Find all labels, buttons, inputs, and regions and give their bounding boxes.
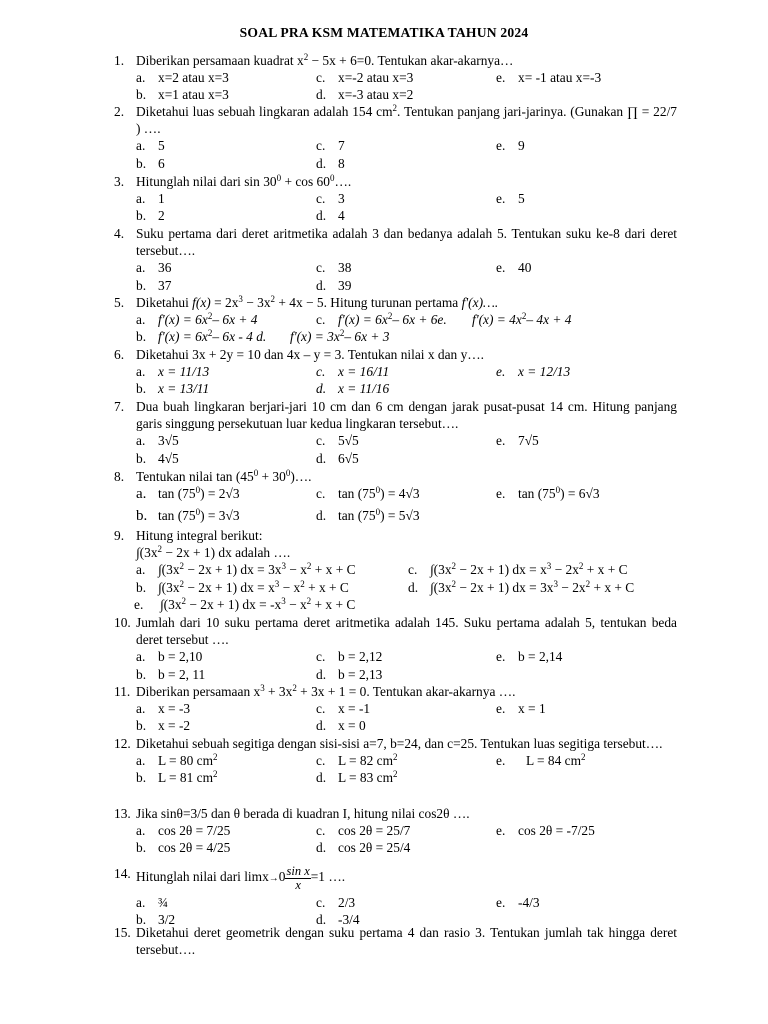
question-8 — [114, 468, 677, 529]
option-d: d. x = 11/16 — [316, 381, 390, 397]
option-e: e. $\int(3x^2 - 2x + 1)$ dx = $-x^3 - x^2 + x + C$ — [134, 595, 356, 612]
option-b: b. L = 81 $cm^2$ — [136, 769, 218, 786]
option-e: $f'(x) = 4x^2-$ 4x + 4 — [472, 311, 572, 328]
question-text: Diketahui deret geometrik dengan suku pertama 4 dan rasio 3. Tentukan jumlah tak hingga deret tersebut…. — [136, 925, 677, 958]
option-a: a. $\int(3x^2 - 2x + 1)$ dx = $3x^3 - x^2 + x + C$ — [136, 561, 356, 578]
options-row — [114, 259, 677, 276]
option-e: e. b = 2,14 — [496, 649, 563, 665]
option-d: d. -3/4 — [316, 912, 360, 928]
question-number: 2. — [114, 104, 125, 119]
option-a: a. L = 80 $cm^2$ — [136, 752, 218, 769]
option-d: d. x=-3 atau x=2 — [316, 87, 414, 103]
option-a: a. b = 2,10 — [136, 649, 203, 665]
options-row — [114, 207, 677, 224]
question-11 — [114, 683, 677, 735]
question-number: 14. — [114, 866, 131, 881]
question-9 — [114, 527, 677, 613]
option-e: e. x = 12/13 — [496, 364, 571, 380]
options-row — [114, 86, 677, 103]
option-b: b. $f'(x) = 6x^2-$ 6x - 4 d. — [136, 328, 267, 345]
options-row — [114, 380, 677, 397]
option-a: a. 1 — [136, 191, 165, 207]
option-c: c. L = 82 $cm^2$ — [316, 752, 398, 769]
option-c: c. x = -1 — [316, 701, 371, 717]
question-text: Diketahui $f(x) = 2x^3 - 3x^2 + 4x - 5$. Hitung turunan pertama f'(x)…. — [136, 294, 499, 310]
option-b: b. x=1 atau x=3 — [136, 87, 229, 103]
option-c: c. $f'(x) = 6x^2-$ 6x + 6e. — [316, 311, 447, 328]
question-text: Dua buah lingkaran berjari-jari 10 cm dan 6 cm dengan jarak pusat-pusat 14 cm. Hitung panjang garis singgung persekutuan luar kedua lingkaran tersebut…. — [136, 399, 677, 432]
option-b: b. x = -2 — [136, 718, 191, 734]
options-row — [114, 700, 677, 717]
question-text: Hitung integral berikut: — [136, 528, 263, 543]
question-5 — [114, 294, 677, 346]
question-number: 6. — [114, 347, 125, 362]
option-c: c. 5√5 — [316, 433, 359, 449]
options-row — [114, 596, 677, 613]
question-13 — [114, 805, 677, 857]
question-number: 5. — [114, 295, 125, 310]
option-c: c. 3 — [316, 191, 345, 207]
option-a: a. x=2 atau x=3 — [136, 70, 229, 86]
option-d: d. L = 83 $cm^2$ — [316, 769, 398, 786]
option-e: e. 7√5 — [496, 433, 539, 449]
question-number: 13. — [114, 806, 131, 821]
question-text: Diketahui luas sebuah lingkaran adalah 154 $cm^2$. Tentukan panjang jari-jarinya. (Gunakan ∏ = 22/7 ) …. — [136, 103, 677, 137]
option-b: b. 37 — [136, 277, 172, 293]
option-e: e. 5 — [496, 191, 525, 207]
question-number: 1. — [114, 53, 125, 68]
option-a: a. 3√5 — [136, 433, 179, 449]
question-3 — [114, 173, 677, 225]
options-row — [114, 507, 677, 529]
question-text: Diketahui sebuah segitiga dengan sisi-sisi a=7, b=24, dan c=25. Tentukan luas segitiga tersebut…. — [136, 736, 663, 751]
options-row — [114, 328, 677, 345]
option-d: d. 8 — [316, 155, 345, 171]
option-b: b. 2 — [136, 208, 165, 224]
options-row — [114, 311, 677, 328]
option-c: c. x = 16/11 — [316, 364, 390, 380]
options-row — [114, 561, 677, 578]
question-15 — [114, 924, 677, 958]
option-a: a. 36 — [136, 260, 172, 276]
options-row — [114, 822, 677, 839]
option-b: b. x = 13/11 — [136, 381, 210, 397]
option-b: b. 4√5 — [136, 450, 179, 466]
options-row — [114, 69, 677, 86]
options-row — [114, 666, 677, 683]
question-stem: $\int(3x^2 - 2x + 1)$ dx adalah …. — [136, 544, 291, 561]
question-1 — [114, 52, 677, 104]
option-e: e. x = 1 — [496, 701, 546, 717]
question-2 — [114, 103, 677, 172]
option-c: c. x=-2 atau x=3 — [316, 70, 414, 86]
question-number: 11. — [114, 684, 131, 699]
option-b: b. b = 2, 11 — [136, 666, 206, 682]
question-text: Hitunglah nilai dari $\sin 30^0 + \cos$ $60^0\dots$. — [136, 173, 352, 189]
question-number: 10. — [114, 615, 131, 630]
question-6 — [114, 346, 677, 398]
question-text: Diberikan persamaan kuadrat $x^2 - 5x + 6=0$. Tentukan akar-akarnya… — [136, 52, 514, 68]
option-d: d. cos 2θ = 25/4 — [316, 840, 411, 856]
question-number: 3. — [114, 174, 125, 189]
option-c: c. 2/3 — [316, 895, 356, 910]
option-b: b. 6 — [136, 155, 165, 171]
option-d: d. 4 — [316, 208, 345, 224]
options-row — [114, 839, 677, 856]
question-text: Tentukan nilai $\tan (45^0$ + $30^0)\dots$. — [136, 468, 312, 484]
option-c: c. cos 2θ = 25/7 — [316, 823, 411, 839]
question-7 — [114, 398, 677, 467]
options-row — [114, 363, 677, 380]
option-e: e. x= -1 atau x=-3 — [496, 70, 602, 86]
option-d: d. $\tan (75^0) = 5√3$ — [316, 507, 420, 524]
option-b: b. $\tan (75^0) = 3√3$ — [136, 507, 240, 525]
option-d: d. b = 2,13 — [316, 666, 383, 682]
option-c: c. 7 — [316, 138, 345, 154]
options-row — [114, 450, 677, 467]
options-row — [114, 277, 677, 294]
option-e: e. cos 2θ = -7/25 — [496, 823, 595, 839]
question-text: Diberikan persamaan $x^3 + 3x^2 + 3x + 1 = 0$. Tentukan akar-akarnya …. — [136, 683, 516, 699]
options-row — [114, 769, 677, 786]
question-number: 15. — [114, 925, 131, 940]
option-c: c. 38 — [316, 260, 352, 276]
options-row — [114, 648, 677, 665]
option-c: c. b = 2,12 — [316, 649, 383, 665]
option-a: a. $\tan (75^0) = 2√3$ — [136, 485, 240, 503]
limit-fraction: $\frac{\text{sin x}}{x}$ — [286, 864, 310, 892]
option-a: a. ¾ — [136, 895, 169, 910]
option-e: e. -4/3 — [496, 895, 540, 910]
options-row — [114, 579, 677, 596]
option-e: e. $\tan (75^0) = 6√3$ — [496, 485, 600, 502]
question-text: Suku pertama dari deret aritmetika adalah 3 dan bedanya adalah 5. Tentukan suku ke-8 dari deret tersebut…. — [136, 226, 677, 259]
option-a: a. $f'(x) = 6x^2-$ 6x + 4 — [136, 311, 258, 328]
option-d: d. 6√5 — [316, 450, 359, 466]
options-row — [114, 752, 677, 769]
options-row — [114, 894, 677, 911]
question-text: Hitunglah nilai dari limx→0 $\frac{\text{sin x}}{x}$ =1 …. — [136, 864, 346, 892]
option-b: b. cos 2θ = 4/25 — [136, 840, 231, 856]
option-d: d. $\int(3x^2 - 2x + 1)$ dx = $3x^3 - 2x^2 + x + C$ — [408, 578, 635, 595]
question-4 — [114, 225, 677, 294]
question-12 — [114, 735, 677, 787]
option-a: a. 5 — [136, 138, 165, 154]
option-e: e. L = 84 $cm^2$ — [496, 752, 586, 769]
options-row — [114, 485, 677, 507]
option-c: c. $\tan (75^0) = 4√3$ — [316, 485, 420, 502]
option-d: d. x = 0 — [316, 718, 366, 734]
options-row — [114, 190, 677, 207]
question-number: 7. — [114, 399, 125, 414]
page-title: SOAL PRA KSM MATEMATIKA TAHUN 2024 — [239, 25, 529, 40]
question-10 — [114, 614, 677, 683]
options-row — [114, 155, 677, 172]
option-e: e. 9 — [496, 138, 525, 154]
options-row — [114, 432, 677, 449]
question-text: Jumlah dari 10 suku pertama deret aritmetika adalah 145. Suku pertama adalah 5, tentukan beda deret tersebut …. — [136, 615, 677, 648]
option-b: b. $\int(3x^2 - 2x + 1)$ dx = $x^3 - x^2 + x + C$ — [136, 578, 349, 595]
option-c: c. $\int(3x^2 - 2x + 1)$ dx = $x^3 - 2x^2 + x + C$ — [408, 561, 628, 578]
option-b: b. 3/2 — [136, 912, 176, 928]
question-number: 4. — [114, 226, 125, 241]
option-e: e. 40 — [496, 260, 532, 276]
options-row — [114, 137, 677, 154]
question-text: Jika sinθ=3/5 dan θ berada di kuadran I, hitung nilai cos2θ …. — [136, 806, 470, 821]
option-a: a. cos 2θ = 7/25 — [136, 823, 231, 839]
option-d: d. 39 — [316, 277, 352, 293]
question-number: 8. — [114, 469, 125, 484]
option-a: a. x = 11/13 — [136, 364, 210, 380]
option-d: $f'(x) = 3x^2-$ 6x + 3 — [290, 328, 390, 345]
question-number: 12. — [114, 736, 131, 751]
options-row — [114, 717, 677, 734]
question-number: 9. — [114, 528, 125, 543]
question-text: Diketahui 3x + 2y = 10 dan 4x – y = 3. Tentukan nilai x dan y…. — [136, 347, 485, 362]
option-a: a. x = -3 — [136, 701, 191, 717]
question-14 — [114, 858, 677, 928]
